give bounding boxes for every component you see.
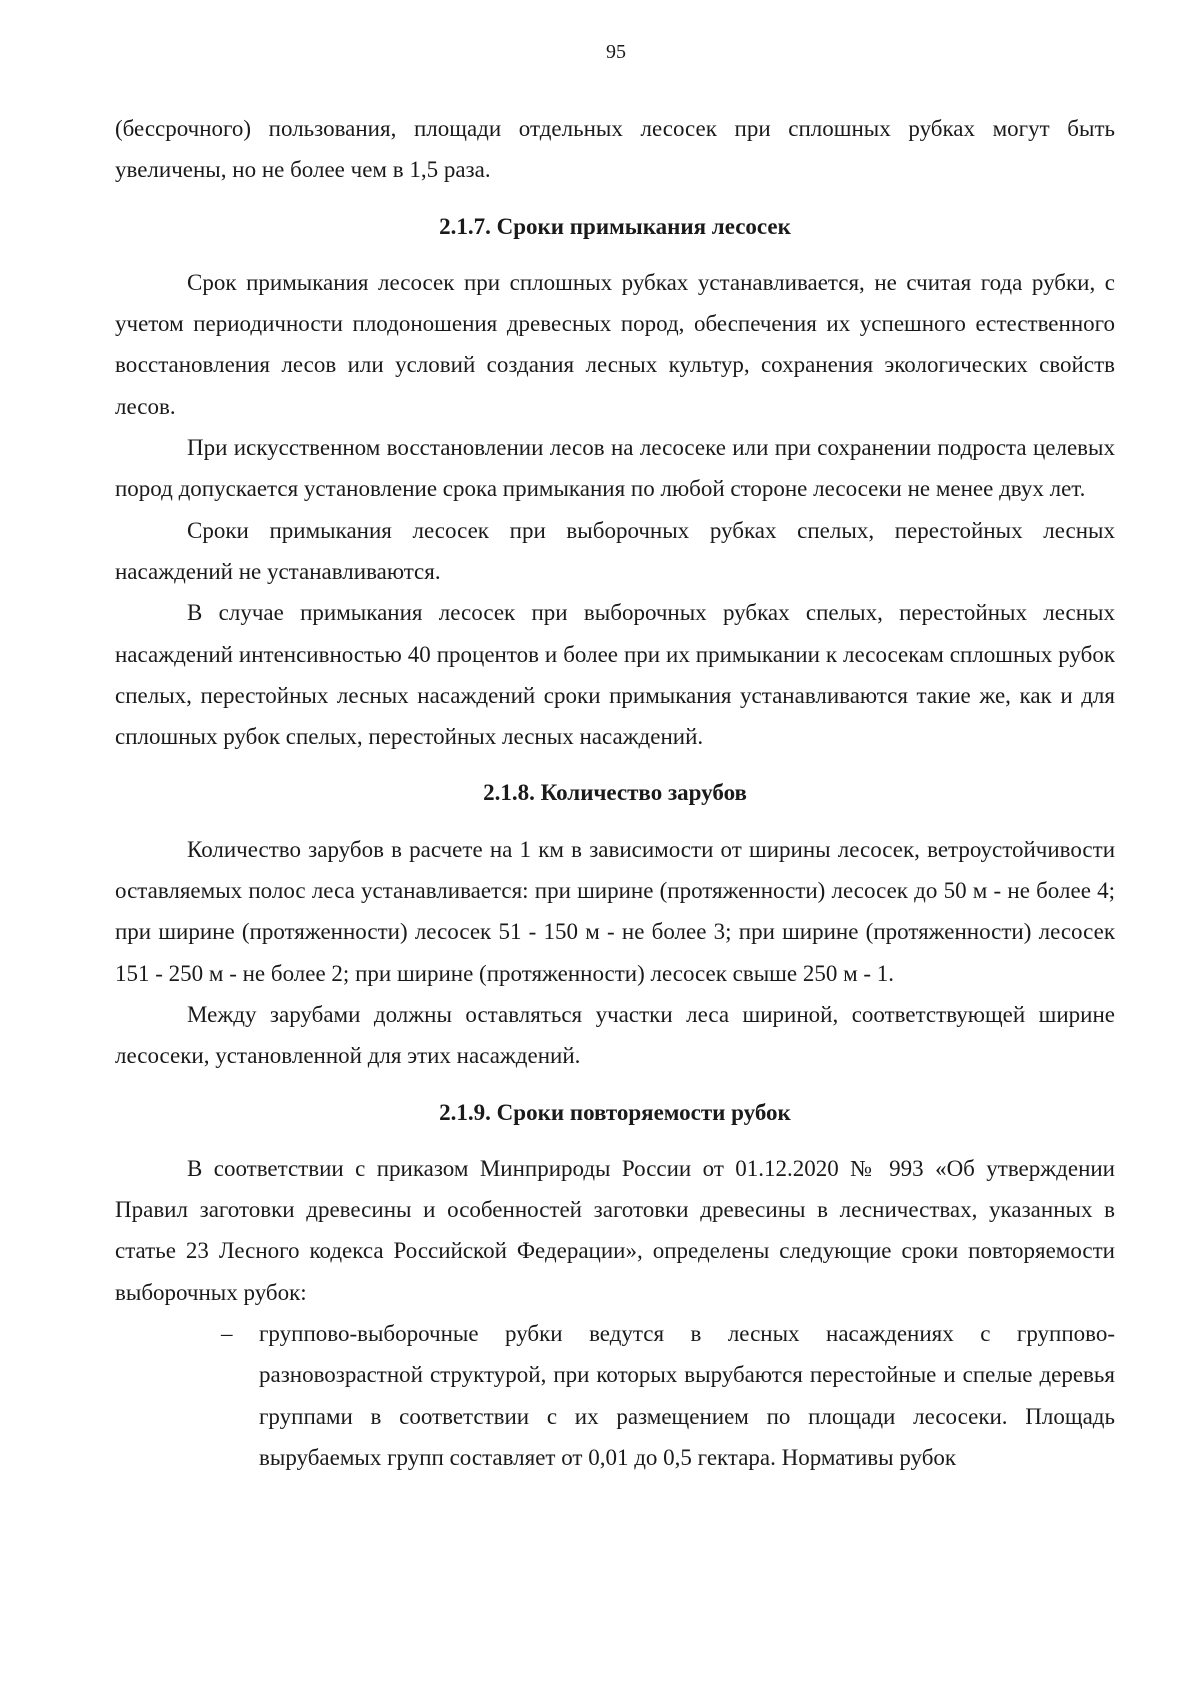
paragraph: Срок примыкания лесосек при сплошных рубках устанавливается, не считая года рубки, с учетом периодичности плодоношения древесных пород, обеспечения их успешного естественного восстановления лесов или условий создания лесных культур, сохранения экологических свойств лесов. — [115, 269, 1115, 419]
list-item-text: группово-выборочные рубки ведутся в лесных насаждениях с группово-разновозрастной структурой, при которых вырубаются перестойные и спелые деревья группами в соответствии с их размещением по площади лесосеки. Площадь вырубаемых групп составляет от 0,01 до 0,5 гектара. Нормативы рубок — [259, 1321, 1115, 1470]
paragraph: В соответствии с приказом Минприроды России от 01.12.2020 № 993 «Об утверждении Правил заготовки древесины и особенностей заготовки древесины в лесничествах, указанных в статье 23 Лесного кодекса Российской Федерации», определены следующие сроки повторяемости выборочных рубок: — [115, 1155, 1115, 1305]
paragraph: При искусственном восстановлении лесов на лесосеке или при сохранении подроста целевых пород допускается установление срока примыкания по любой стороне лесосеки не менее двух лет. — [115, 435, 1115, 502]
page-number: 95 — [606, 41, 626, 63]
paragraph: Количество зарубов в расчете на 1 км в зависимости от ширины лесосек, ветроустойчивости оставляемых полос леса устанавливается: при ширине (протяженности) лесосек до 50 м - не более 4; при ширине (протяженности) лесосек 51 - 150 м - не более 3; при ширине (протяженности) лесосек 151 - 250 м - не более 2; при ширине (протяженности) лесосек свыше 250 м - 1. — [115, 836, 1115, 986]
page-content — [115, 108, 1115, 1478]
section-heading-2-1-9: 2.1.9. Сроки повторяемости рубок — [439, 1099, 791, 1125]
bullet-list — [115, 1313, 1115, 1478]
list-item — [115, 1313, 1115, 1478]
paragraph: Сроки примыкания лесосек при выборочных рубках спелых, перестойных лесных насаждений не устанавливаются. — [115, 517, 1115, 584]
dash-bullet-icon: – — [221, 1321, 233, 1347]
section-heading-2-1-7: 2.1.7. Сроки примыкания лесосек — [439, 213, 791, 239]
paragraph: Между зарубами должны оставляться участки леса шириной, соответствующей ширине лесосеки, установленной для этих насаждений. — [115, 1001, 1115, 1069]
section-heading-2-1-8: 2.1.8. Количество зарубов — [483, 780, 747, 806]
paragraph-continuation: (бессрочного) пользования, площади отдельных лесосек при сплошных рубках могут быть увеличены, но не более чем в 1,5 раза. — [115, 116, 1115, 183]
paragraph: В случае примыкания лесосек при выборочных рубках спелых, перестойных лесных насаждений интенсивностью 40 процентов и более при их примыкании к лесосекам сплошных рубок спелых, перестойных лесных насаждений сроки примыкания устанавливаются такие же, как и для сплошных рубок спелых, перестойных лесных насаждений. — [115, 600, 1115, 750]
